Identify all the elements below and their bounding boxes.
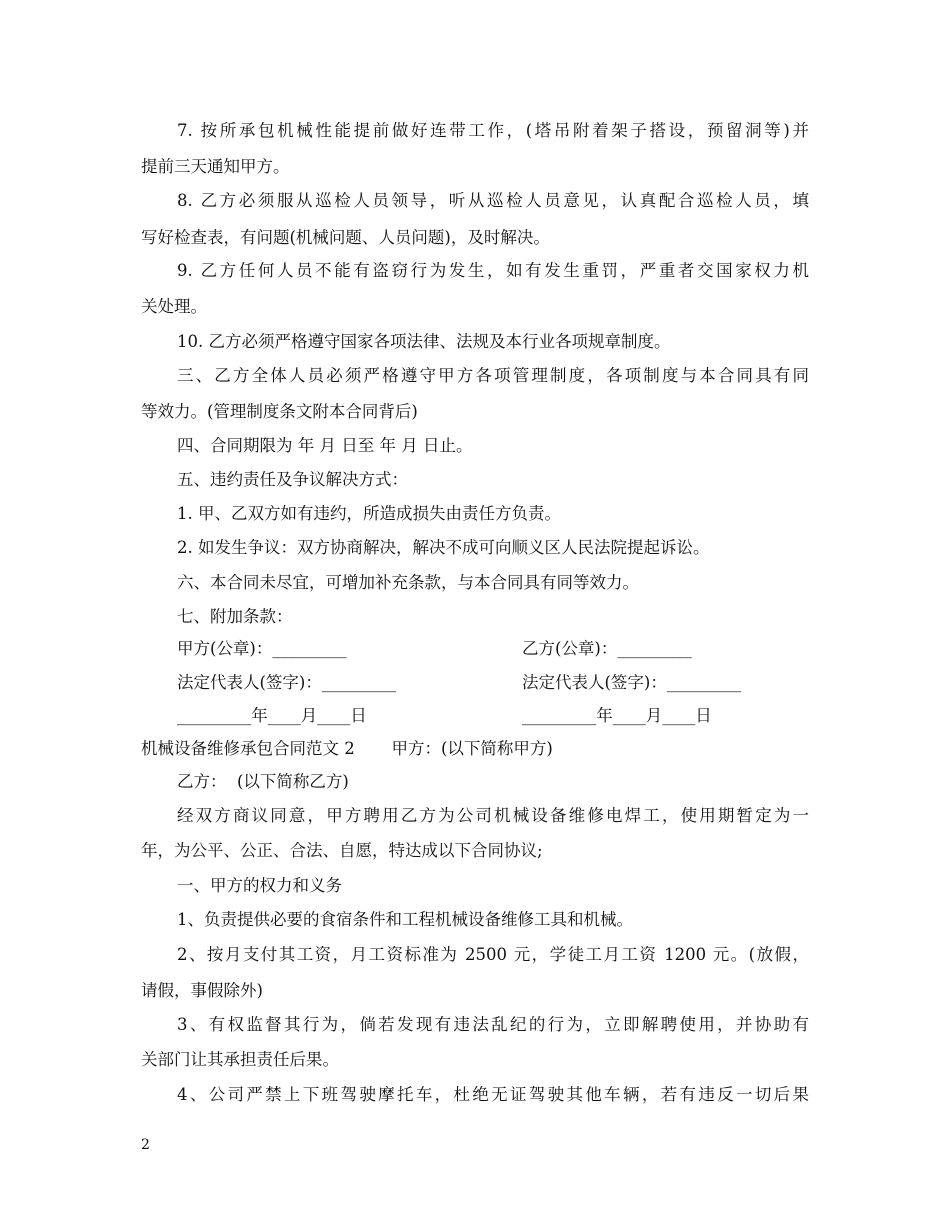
section-3-line-2: 等效力。(管理制度条文附本合同背后) xyxy=(141,402,418,421)
party-a-seal: 甲方(公章)：_________ xyxy=(177,639,347,658)
party-b-seal: 乙方(公章)：_________ xyxy=(522,639,692,658)
section-5-item-1: 1. 甲、乙双方如有违约，所造成损失由责任方负责。 xyxy=(177,504,561,523)
duty-2-line-1: 2、按月支付其工资，月工资标准为 2500 元，学徒工月工资 1200 元。(放假， xyxy=(177,945,809,964)
clause-7-line-1: 7. 按所承包机械性能提前做好连带工作，(塔吊附着架子搭设，预留洞等)并 xyxy=(177,121,809,140)
page-number: 2 xyxy=(141,1137,150,1153)
contract-2-heading: 机械设备维修承包合同范文 2 甲方：(以下简称甲方) xyxy=(141,739,553,758)
party-b-representative: 法定代表人(签字)：_________ xyxy=(522,673,742,692)
duty-4-line-1: 4、公司严禁上下班驾驶摩托车，杜绝无证驾驶其他车辆，若有违反一切后果 xyxy=(177,1085,809,1104)
section-6: 六、本合同未尽宜，可增加补充条款，与本合同具有同等效力。 xyxy=(177,573,639,592)
contract-2-intro-line-1: 经双方商议同意，甲方聘用乙方为公司机械设备维修电焊工，使用期暂定为一 xyxy=(177,806,809,825)
duty-1: 1、负责提供必要的食宿条件和工程机械设备维修工具和机械。 xyxy=(177,910,633,929)
party-a-date: _________年____月____日 xyxy=(177,706,367,725)
clause-7-line-2: 提前三天通知甲方。 xyxy=(141,157,290,176)
clause-9-line-1: 9. 乙方任何人员不能有盗窃行为发生，如有发生重罚，严重者交国家权力机 xyxy=(177,261,809,280)
party-a-duties-heading: 一、甲方的权力和义务 xyxy=(177,876,342,895)
clause-10: 10. 乙方必须严格遵守国家各项法律、法规及本行业各项规章制度。 xyxy=(177,332,671,351)
section-7-heading: 七、附加条款： xyxy=(177,607,293,626)
party-b-date: _________年____月____日 xyxy=(522,706,712,725)
party-a-representative: 法定代表人(签字)：_________ xyxy=(177,673,397,692)
section-3-line-1: 三、乙方全体人员必须严格遵守甲方各项管理制度，各项制度与本合同具有同 xyxy=(177,366,809,385)
clause-8-line-2: 写好检查表，有问题(机械问题、人员问题)，及时解决。 xyxy=(141,228,550,247)
section-5-item-2: 2. 如发生争议：双方协商解决，解决不成可向顺义区人民法院提起诉讼。 xyxy=(177,538,710,557)
duty-3-line-2: 关部门让其承担责任后果。 xyxy=(141,1050,339,1069)
section-4: 四、合同期限为 年 月 日至 年 月 日止。 xyxy=(177,436,473,455)
duty-3-line-1: 3、有权监督其行为，倘若发现有违法乱纪的行为，立即解聘使用，并协助有 xyxy=(177,1015,809,1034)
duty-2-line-2: 请假，事假除外) xyxy=(141,981,263,1000)
contract-2-intro-line-2: 年，为公平、公正、合法、自愿，特达成以下合同协议; xyxy=(141,841,543,860)
contract-2-party-b: 乙方： (以下简称乙方) xyxy=(177,772,349,791)
clause-9-line-2: 关处理。 xyxy=(141,297,207,316)
clause-8-line-1: 8. 乙方必须服从巡检人员领导，听从巡检人员意见，认真配合巡检人员，填 xyxy=(177,191,809,210)
section-5-heading: 五、违约责任及争议解决方式： xyxy=(177,470,408,489)
